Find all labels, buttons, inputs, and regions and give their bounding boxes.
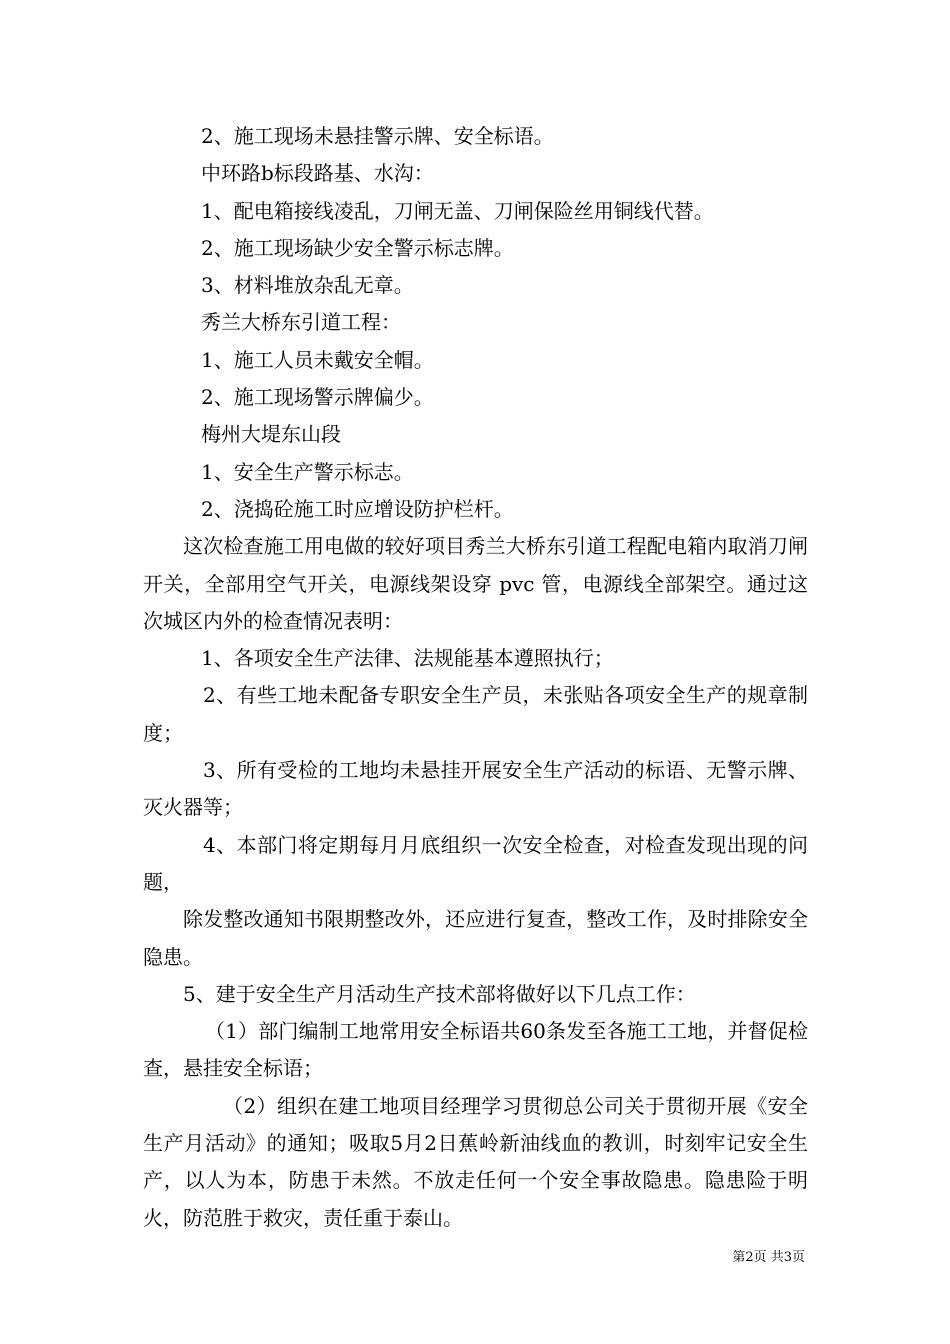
paragraph: 4、本部门将定期每月月底组织一次安全检查，对检查发现出现的问题，	[143, 832, 808, 894]
paragraph: 2、施工现场缺少安全警示标志牌。	[201, 235, 514, 260]
paragraph: 3、所有受检的工地均未悬挂开展安全生产活动的标语、无警示牌、灭火器等；	[143, 758, 808, 820]
paragraph: 2、有些工地未配备专职安全生产员，未张贴各项安全生产的规章制度；	[143, 683, 808, 745]
paragraph: 1、配电箱接线凌乱，刀闸无盖、刀闸保险丝用铜线代替。	[201, 198, 714, 223]
section-heading: 中环路b标段路基、水沟：	[201, 161, 434, 186]
paragraph: 2、浇捣砼施工时应增设防护栏杆。	[201, 496, 514, 521]
paragraph: （2）组织在建工地项目经理学习贯彻总公司关于贯彻开展《安全生产月活动》的通知；吸取5月2日蕉岭新油线血的教训，时刻牢记安全生产，以人为本，防患于未然。不放走任何一个安全事故隐患。隐患险于明火，防范胜于救灾，责任重于泰山。	[143, 1093, 808, 1230]
paragraph: 3、材料堆放杂乱无章。	[201, 273, 414, 298]
paragraph: 2、施工现场警示牌偏少。	[201, 385, 434, 410]
paragraph: 1、安全生产警示标志。	[201, 459, 414, 484]
page-number: 第2页 共3页	[732, 1250, 805, 1265]
section-heading: 秀兰大桥东引道工程：	[201, 310, 401, 335]
paragraph: 除发整改通知书限期整改外，还应进行复查，整改工作，及时排除安全隐患。	[143, 907, 808, 969]
document-body	[143, 118, 808, 1237]
paragraph: （1）部门编制工地常用安全标语共60条发至各施工工地，并督促检查，悬挂安全标语；	[143, 1019, 808, 1081]
section-heading: 梅州大堤东山段	[201, 422, 341, 447]
paragraph: 2、施工现场未悬挂警示牌、安全标语。	[201, 124, 554, 148]
paragraph: 1、各项安全生产法律、法规能基本遵照执行；	[201, 646, 614, 671]
paragraph: 1、施工人员未戴安全帽。	[201, 347, 434, 372]
paragraph: 5、建于安全生产月活动生产技术部将做好以下几点工作：	[183, 981, 696, 1006]
paragraph: 这次检查施工用电做的较好项目秀兰大桥东引道工程配电箱内取消刀闸开关，全部用空气开关，电源线架设穿 pvc 管，电源线全部架空。通过这次城区内外的检查情况表明：	[143, 534, 808, 633]
